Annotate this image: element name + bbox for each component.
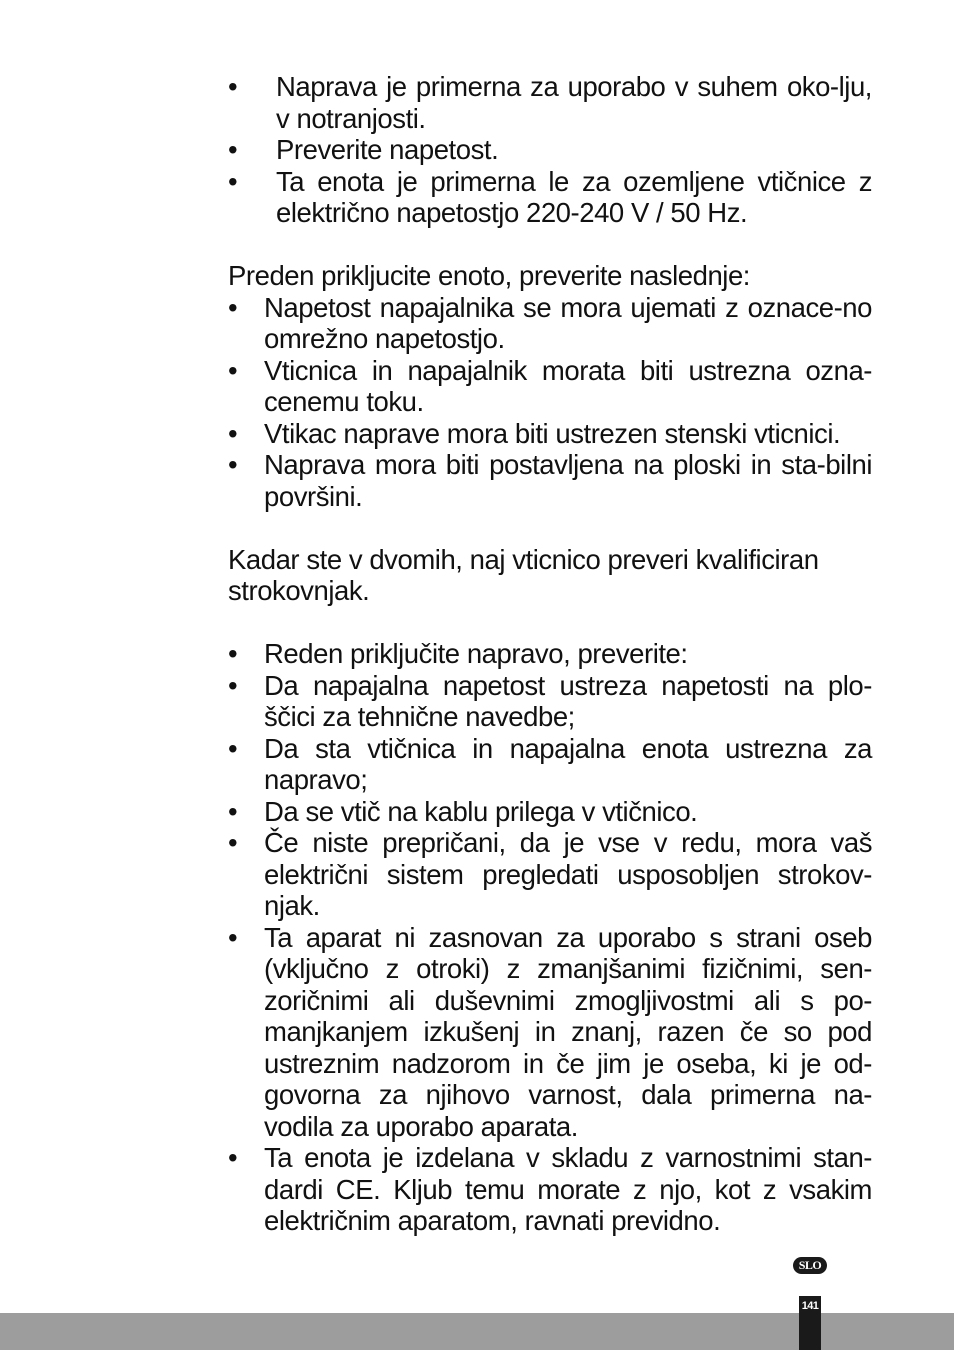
list-item: • Ta enota je primerna le za ozemljene vtičnice z električno napetostjo 220-240 V / 50 Hz. [228,165,872,228]
bullet-icon: • [228,638,238,669]
list-item: • Da napajalna napetost ustreza napetosti na plo-ščici za tehnične navedbe; [228,669,872,732]
bullet-icon: • [228,827,238,858]
list-item: • Če niste prepričani, da je vse v redu, mora vaš električni sistem pregledati usposobljen strokov-njak. [228,827,872,921]
bullet-icon: • [228,71,238,102]
list-item: • Preverite napetost. [228,134,499,165]
bullet-icon: • [228,291,238,323]
list-item: • Ta aparat ni zasnovan za uporabo s strani oseb (vključno z otroki) z zmanjšanimi fizičnimi, sen-zoričnimi ali duševnimi zmogljivostmi ali s po-manjkanjem izkušenj in znanj, razen če so pod ustreznim nadzorom in če jim je oseba, ki je od-govorna za njihovo varnost, dala primerna na-vodila za uporabo aparata. [228,921,872,1142]
checklist-intro: Preden prikljucite enoto, preverite naslednje: [228,260,750,291]
list-item: • Reden priključite napravo, preverite: [228,638,688,669]
bullet-list-intro [228,71,872,229]
doubt-paragraph: Kadar ste v dvomih, naj vticnico preveri kvalificiran strokovnjak. [228,543,819,606]
list-item: • Naprava je primerna za uporabo v suhem oko-lju, v notranjosti. [228,71,872,134]
list-item: • Da se vtič na kablu prilega v vtičnico. [228,795,698,827]
list-item: • Vtikac naprave mora biti ustrezen stenski vticnici. [228,417,841,449]
bullet-icon: • [228,669,238,701]
page-number: 141 [801,1300,819,1312]
list-item: • Napetost napajalnika se mora ujemati z oznace-no omrežno napetostjo. [228,291,872,354]
list-item: • Naprava mora biti postavljena na ploski in sta-bilni površini. [228,449,872,512]
bullet-list-checks [228,292,872,513]
bullet-icon: • [228,921,238,953]
bullet-icon: • [228,134,238,165]
bullet-list-safety [228,638,872,1237]
bullet-icon: • [228,354,238,386]
bullet-icon: • [228,449,238,480]
list-item: • Da sta vtičnica in napajalna enota ustrezna za napravo; [228,732,872,795]
list-item: • Ta enota je izdelana v skladu z varnostnimi stan-dardi CE. Kljub temu morate z njo, kot z vsakim električnim aparatom, ravnati previdno. [228,1142,872,1236]
bullet-icon: • [228,417,238,449]
bullet-icon: • [228,732,238,764]
language-badge: SLO [793,1257,827,1274]
list-item: • Vticnica in napajalnik morata biti ustrezna ozna-cenemu toku. [228,354,872,417]
bullet-icon: • [228,795,238,827]
bullet-icon: • [228,1142,238,1173]
document-body [228,71,872,1237]
bullet-icon: • [228,165,238,197]
